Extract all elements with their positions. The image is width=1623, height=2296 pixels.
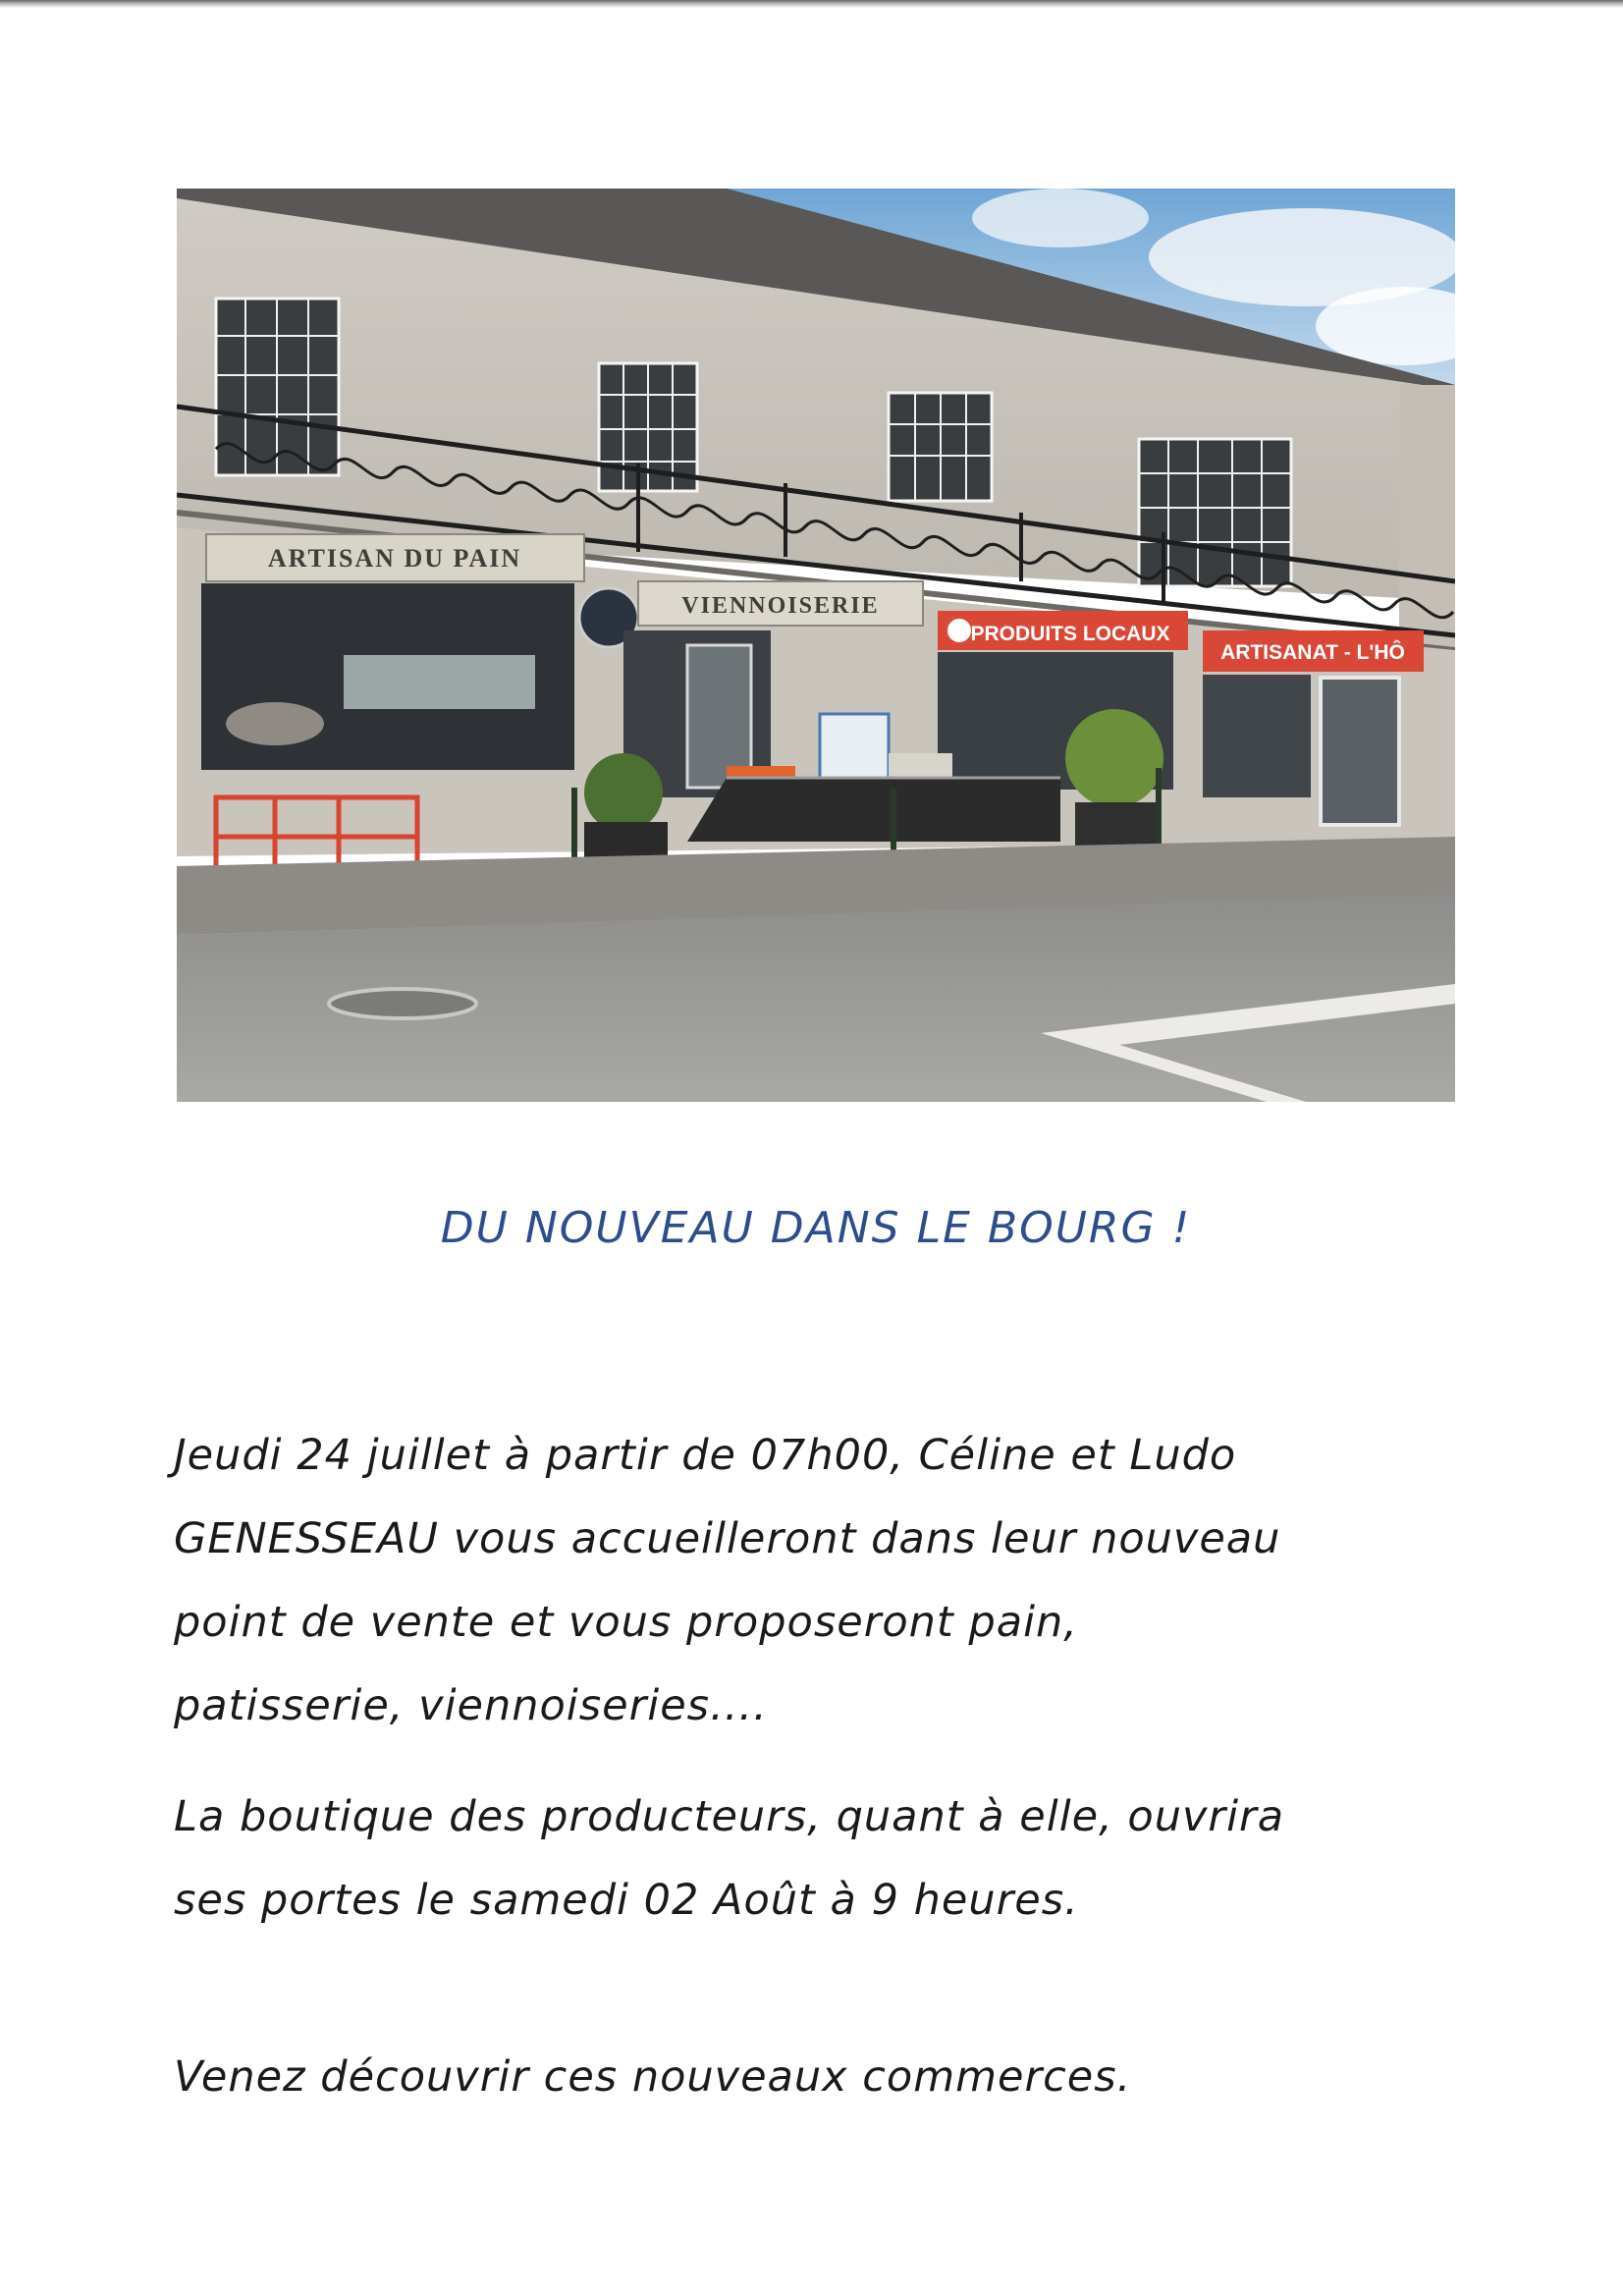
paragraph-line: point de vente et vous proposeront pain, <box>174 1598 1078 1647</box>
headline: DU NOUVEAU DANS LE BOURG ! <box>440 1203 1192 1253</box>
paragraph-opening-announcement <box>174 1414 1450 1748</box>
storefront-photo <box>177 189 1455 1102</box>
sign-artisan-du-pain: ARTISAN DU PAIN <box>267 544 522 573</box>
paragraph-invitation <box>174 2048 1450 2106</box>
scan-edge <box>0 0 1623 8</box>
paragraph-producers-shop <box>174 1776 1450 1942</box>
paragraph-line: GENESSEAU vous accueilleront dans leur nouveau <box>174 1514 1281 1563</box>
paragraph-line: patisserie, viennoiseries.... <box>174 1681 768 1730</box>
paragraph-line: Jeudi 24 juillet à partir de 07h00, Céline et Ludo <box>174 1431 1237 1480</box>
sign-artisanat: ARTISANAT - L'HÔ <box>1220 641 1405 664</box>
paragraph-line: Venez découvrir ces nouveaux commerces. <box>174 2052 1132 2102</box>
sign-viennoiserie: VIENNOISERIE <box>681 593 880 619</box>
paragraph-line: La boutique des producteurs, quant à elle, ouvrira <box>174 1792 1285 1841</box>
manhole-cover <box>329 989 476 1018</box>
paragraph-line: ses portes le samedi 02 Août à 9 heures. <box>174 1876 1079 1925</box>
producers-door <box>1321 678 1399 825</box>
sign-produits-locaux: PRODUITS LOCAUX <box>970 623 1170 645</box>
